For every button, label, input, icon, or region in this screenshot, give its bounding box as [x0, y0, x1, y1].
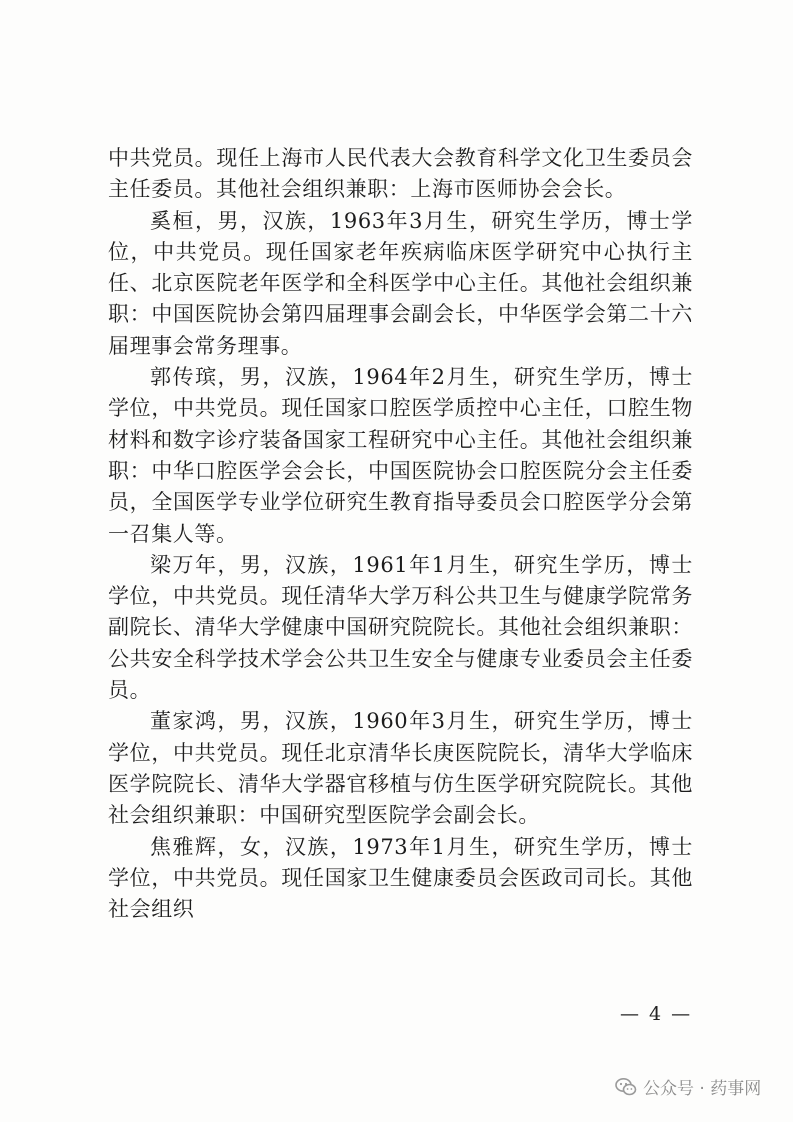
page-number: — 4 —	[620, 1003, 693, 1025]
watermark	[615, 1074, 761, 1099]
wechat-icon	[615, 1077, 637, 1097]
paragraph-jiao-yahui: 焦雅辉，女，汉族，1973年1月生，研究生学历，博士学位，中共党员。现任国家卫生健康委员会医政司司长。其他社会组织	[108, 834, 693, 922]
paragraph-guo-chuanbin: 郭传瑸，男，汉族，1964年2月生，研究生学历，博士学位，中共党员。现任国家口腔医学质控中心主任，口腔生物材料和数字诊疗装备国家工程研究中心主任。其他社会组织兼职：中华口腔医学会会长，中国医院协会口腔医院分会主任委员，全国医学专业学位研究生教育指导委员会口腔医学分会第一召集人等。	[108, 365, 693, 546]
watermark-text: 公众号 · 药事网	[643, 1079, 762, 1099]
paragraph-continued: 中共党员。现任上海市人民代表大会教育科学文化卫生委员会主任委员。其他社会组织兼职：上海市医师协会会长。	[108, 146, 693, 202]
paragraph-xi-huan: 奚桓，男，汉族，1963年3月生，研究生学历，博士学位，中共党员。现任国家老年疾病临床医学研究中心执行主任、北京医院老年医学和全科医学中心主任。其他社会组织兼职：中国医院协会第四届理事会副会长，中华医学会第二十六届理事会常务理事。	[108, 208, 693, 358]
paragraph-liang-wannian: 梁万年，男，汉族，1961年1月生，研究生学历，博士学位，中共党员。现任清华大学万科公共卫生与健康学院常务副院长、清华大学健康中国研究院院长。其他社会组织兼职：公共安全科学技术学会公共卫生安全与健康专业委员会主任委员。	[108, 552, 693, 703]
document-body	[108, 143, 693, 925]
paragraph-dong-jiahong: 董家鸿，男，汉族，1960年3月生，研究生学历，博士学位，中共党员。现任北京清华长庚医院院长，清华大学临床医学院院长、清华大学器官移植与仿生医学研究院院长。其他社会组织兼职：中国研究型医院学会副会长。	[108, 709, 693, 828]
